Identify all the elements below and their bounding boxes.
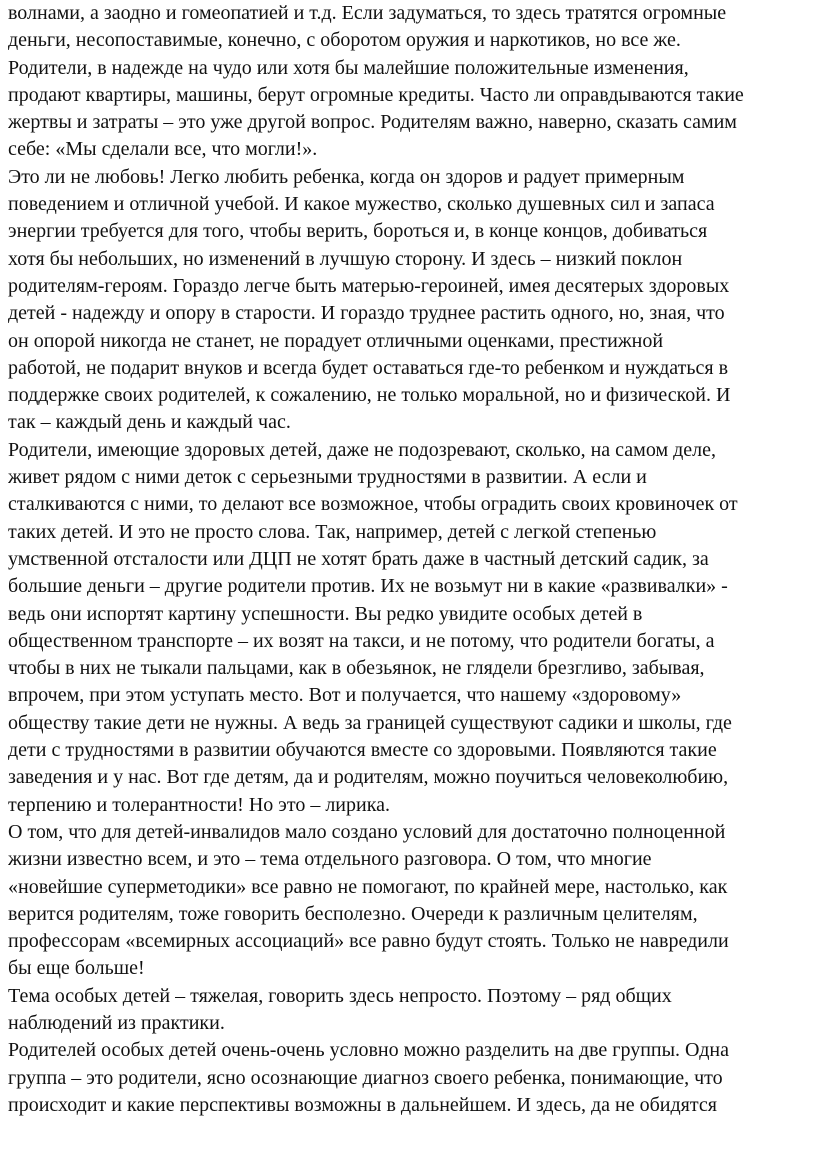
text-line: умственной отсталости или ДЦП не хотят брать даже в частный детский садик, за <box>8 547 709 570</box>
text-line: чтобы в них не тыкали пальцами, как в обезьянок, не глядели брезгливо, забывая, <box>8 657 705 680</box>
text-line: деньги, несопоставимые, конечно, с оборотом оружия и наркотиков, но все же. <box>8 29 681 52</box>
text-line: Родители, имеющие здоровых детей, даже не подозревают, сколько, на самом деле, <box>8 438 717 461</box>
text-line: профессорам «всемирных ассоциаций» все равно будут стоять. Только не навредили <box>8 930 729 953</box>
text-line: таких детей. И это не просто слова. Так, например, детей с легкой степенью <box>8 520 657 543</box>
text-line: родителям-героям. Гораздо легче быть матерью-героиней, имея десятерых здоровых <box>8 274 730 297</box>
text-line: жизни известно всем, и это – тема отдельного разговора. О том, что многие <box>8 848 652 871</box>
text-line: живет рядом с ними деток с серьезными трудностями в развитии. А если и <box>8 466 647 489</box>
text-line: сталкиваются с ними, то делают все возможное, чтобы оградить своих кровиночек от <box>8 493 738 516</box>
text-line: бы еще больше! <box>8 957 145 980</box>
text-line: происходит и какие перспективы возможны в дальнейшем. И здесь, да не обидятся <box>8 1093 717 1116</box>
text-line: себе: «Мы сделали все, что могли!». <box>8 138 318 161</box>
text-line: так – каждый день и каждый час. <box>8 411 291 434</box>
text-line: впрочем, при этом уступать место. Вот и получается, что нашему «здоровому» <box>8 684 682 707</box>
text-line: работой, не подарит внуков и всегда будет оставаться где-то ребенком и нуждаться в <box>8 356 729 379</box>
text-line: наблюдений из практики. <box>8 1011 225 1034</box>
text-line: он опорой никогда не станет, не порадует отличными оценками, престижной <box>8 329 664 352</box>
text-line: заведения и у нас. Вот где детям, да и родителям, можно поучиться человеколюбию, <box>8 766 729 789</box>
text-line: волнами, а заодно и гомеопатией и т.д. Если задуматься, то здесь тратятся огромные <box>8 2 727 24</box>
text-line: Тема особых детей – тяжелая, говорить здесь непросто. Поэтому – ряд общих <box>8 984 672 1007</box>
text-line: поведением и отличной учебой. И какое мужество, сколько душевных сил и запаса <box>8 193 715 216</box>
text-line: О том, что для детей-инвалидов мало создано условий для достаточно полноценной <box>8 820 726 843</box>
text-line: дети с трудностями в развитии обучаются вместе со здоровыми. Появляются такие <box>8 739 717 762</box>
text-line: терпению и толерантности! Но это – лирика. <box>8 793 391 816</box>
text-line: продают квартиры, машины, берут огромные кредиты. Часто ли оправдываются такие <box>8 83 744 106</box>
text-line: энергии требуется для того, чтобы верить, бороться и, в конце концов, добиваться <box>8 220 708 243</box>
text-line: большие деньги – другие родители против. Их не возьмут ни в какие «развивалки» - <box>8 575 728 598</box>
text-line: группа – это родители, ясно осознающие диагноз своего ребенка, понимающие, что <box>8 1066 723 1089</box>
text-line: Родителей особых детей очень-очень условно можно разделить на две группы. Одна <box>8 1039 729 1062</box>
text-line: ведь они испортят картину успешности. Вы редко увидите особых детей в <box>8 602 643 625</box>
document-page <box>8 0 808 1119</box>
text-line: хотя бы небольших, но изменений в лучшую сторону. И здесь – низкий поклон <box>8 247 683 270</box>
text-line: верится родителям, тоже говорить бесполезно. Очереди к различным целителям, <box>8 902 698 925</box>
text-line: детей - надежду и опору в старости. И гораздо труднее растить одного, но, зная, что <box>8 302 725 325</box>
text-line: общественном транспорте – их возят на такси, и не потому, что родители богаты, а <box>8 629 715 652</box>
text-line: Родители, в надежде на чудо или хотя бы малейшие положительные изменения, <box>8 56 689 79</box>
text-line: «новейшие суперметодики» все равно не помогают, по крайней мере, настолько, как <box>8 875 728 898</box>
text-line: жертвы и затраты – это уже другой вопрос. Родителям важно, наверно, сказать самим <box>8 111 737 134</box>
text-line: обществу такие дети не нужны. А ведь за границей существуют садики и школы, где <box>8 711 732 734</box>
text-line: Это ли не любовь! Легко любить ребенка, когда он здоров и радует примерным <box>8 165 685 188</box>
text-line: поддержке своих родителей, к сожалению, не только моральной, но и физической. И <box>8 384 731 407</box>
